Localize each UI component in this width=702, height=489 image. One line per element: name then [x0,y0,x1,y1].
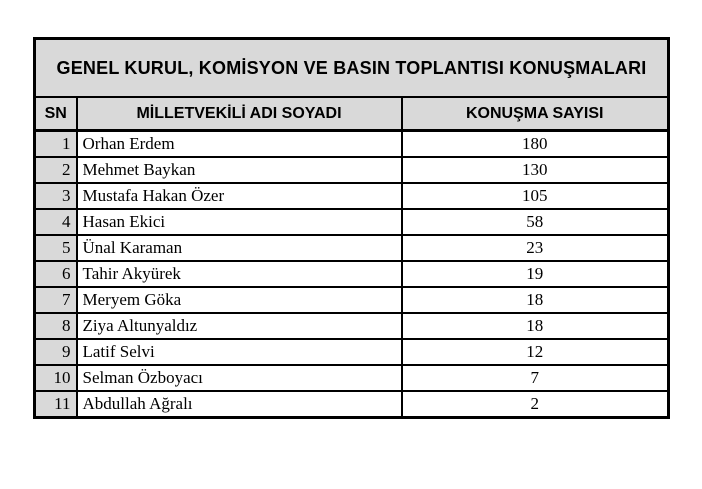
table-row [35,157,669,183]
row-sn: 9 [35,339,77,365]
row-name: Mustafa Hakan Özer [77,183,402,209]
row-name: Tahir Akyürek [77,261,402,287]
row-name: Meryem Göka [77,287,402,313]
column-header-count: KONUŞMA SAYISI [402,97,669,131]
row-sn: 3 [35,183,77,209]
row-count: 2 [402,391,669,418]
row-sn: 2 [35,157,77,183]
row-sn: 6 [35,261,77,287]
table-row [35,235,669,261]
table-row [35,261,669,287]
title-row [35,39,669,98]
row-count: 18 [402,287,669,313]
row-count: 18 [402,313,669,339]
row-name: Ziya Altunyaldız [77,313,402,339]
table-row [35,313,669,339]
row-count: 19 [402,261,669,287]
table-title: GENEL KURUL, KOMİSYON VE BASIN TOPLANTISI KONUŞMALARI [35,39,669,98]
table-row [35,391,669,418]
table-row [35,287,669,313]
table-row [35,209,669,235]
row-sn: 5 [35,235,77,261]
row-count: 105 [402,183,669,209]
row-name: Selman Özboyacı [77,365,402,391]
row-name: Orhan Erdem [77,131,402,158]
column-header-name: MİLLETVEKİLİ ADI SOYADI [77,97,402,131]
row-name: Ünal Karaman [77,235,402,261]
row-count: 180 [402,131,669,158]
table-row [35,183,669,209]
row-count: 7 [402,365,669,391]
row-name: Mehmet Baykan [77,157,402,183]
column-header-sn: SN [35,97,77,131]
row-count: 23 [402,235,669,261]
header-row [35,97,669,131]
row-sn: 4 [35,209,77,235]
row-sn: 11 [35,391,77,418]
row-sn: 7 [35,287,77,313]
row-name: Hasan Ekici [77,209,402,235]
table-row [35,339,669,365]
row-sn: 8 [35,313,77,339]
speech-count-table [33,37,670,419]
row-name: Latif Selvi [77,339,402,365]
row-count: 12 [402,339,669,365]
table-row [35,131,669,158]
row-name: Abdullah Ağralı [77,391,402,418]
row-count: 58 [402,209,669,235]
row-sn: 1 [35,131,77,158]
row-count: 130 [402,157,669,183]
table-row [35,365,669,391]
row-sn: 10 [35,365,77,391]
